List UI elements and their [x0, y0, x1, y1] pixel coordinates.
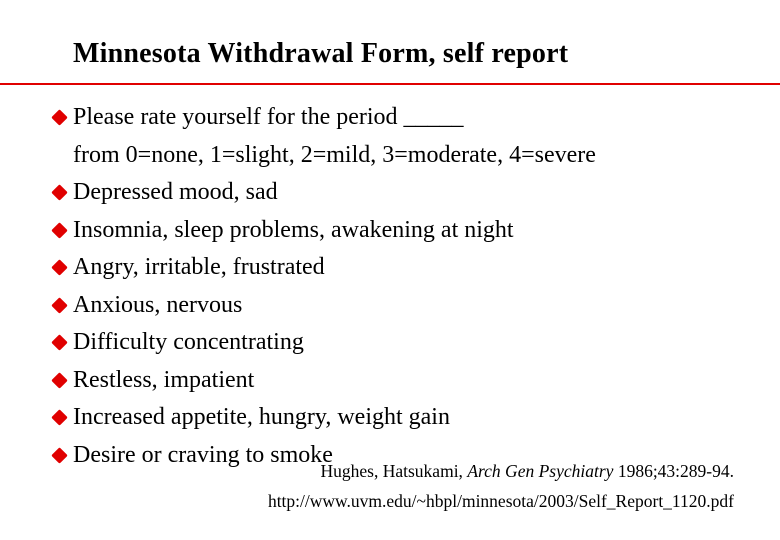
citation-details: 1986;43:289-94. — [613, 461, 734, 481]
diamond-bullet-icon — [51, 222, 68, 239]
bullet-text: Increased appetite, hungry, weight gain — [73, 404, 450, 430]
diamond-bullet-icon — [51, 109, 68, 126]
bullet-item-depressed-mood — [50, 174, 770, 212]
bullet-text: Anxious, nervous — [73, 291, 243, 318]
bullet-item-rating-instructions — [50, 99, 770, 174]
bullet-item-increased-appetite — [50, 399, 770, 437]
bullet-text: Insomnia, sleep problems, awakening at night — [73, 216, 514, 243]
diamond-bullet-icon — [51, 184, 68, 201]
bullet-text: Angry, irritable, frustrated — [73, 254, 325, 280]
diamond-bullet-icon — [51, 409, 68, 426]
diamond-bullet-icon — [51, 447, 68, 464]
bullet-item-angry — [50, 249, 770, 287]
bullet-text: Depressed mood, sad — [73, 179, 278, 205]
citation-url: http://www.uvm.edu/~hbpl/minnesota/2003/Self_Report_1120.pdf — [267, 491, 734, 511]
diamond-bullet-icon — [51, 259, 68, 276]
bullet-item-insomnia — [50, 212, 770, 250]
diamond-bullet-icon — [51, 334, 68, 351]
bullet-text: Restless, impatient — [73, 366, 255, 393]
diamond-bullet-icon — [51, 297, 68, 314]
slide-title: Minnesota Withdrawal Form, self report — [73, 38, 569, 69]
citation-reference — [268, 456, 734, 486]
bullet-text: Please rate yourself for the period _____ — [73, 104, 464, 130]
citation-journal: Arch Gen Psychiatry — [467, 461, 614, 481]
bullet-text: Desire or craving to smoke — [73, 441, 333, 468]
diamond-bullet-icon — [51, 372, 68, 389]
citation-authors: Hughes, Hatsukami, — [320, 461, 468, 481]
bullet-text: Difficulty concentrating — [73, 329, 304, 355]
bullet-text-continuation: from 0=none, 1=slight, 2=mild, 3=moderate, 4=severe — [73, 141, 596, 168]
title-divider — [0, 83, 780, 85]
bullet-item-restless — [50, 362, 770, 400]
bullet-list — [50, 99, 770, 474]
citation — [268, 456, 734, 516]
bullet-item-difficulty-concentrating — [50, 324, 770, 362]
bullet-item-anxious — [50, 287, 770, 325]
